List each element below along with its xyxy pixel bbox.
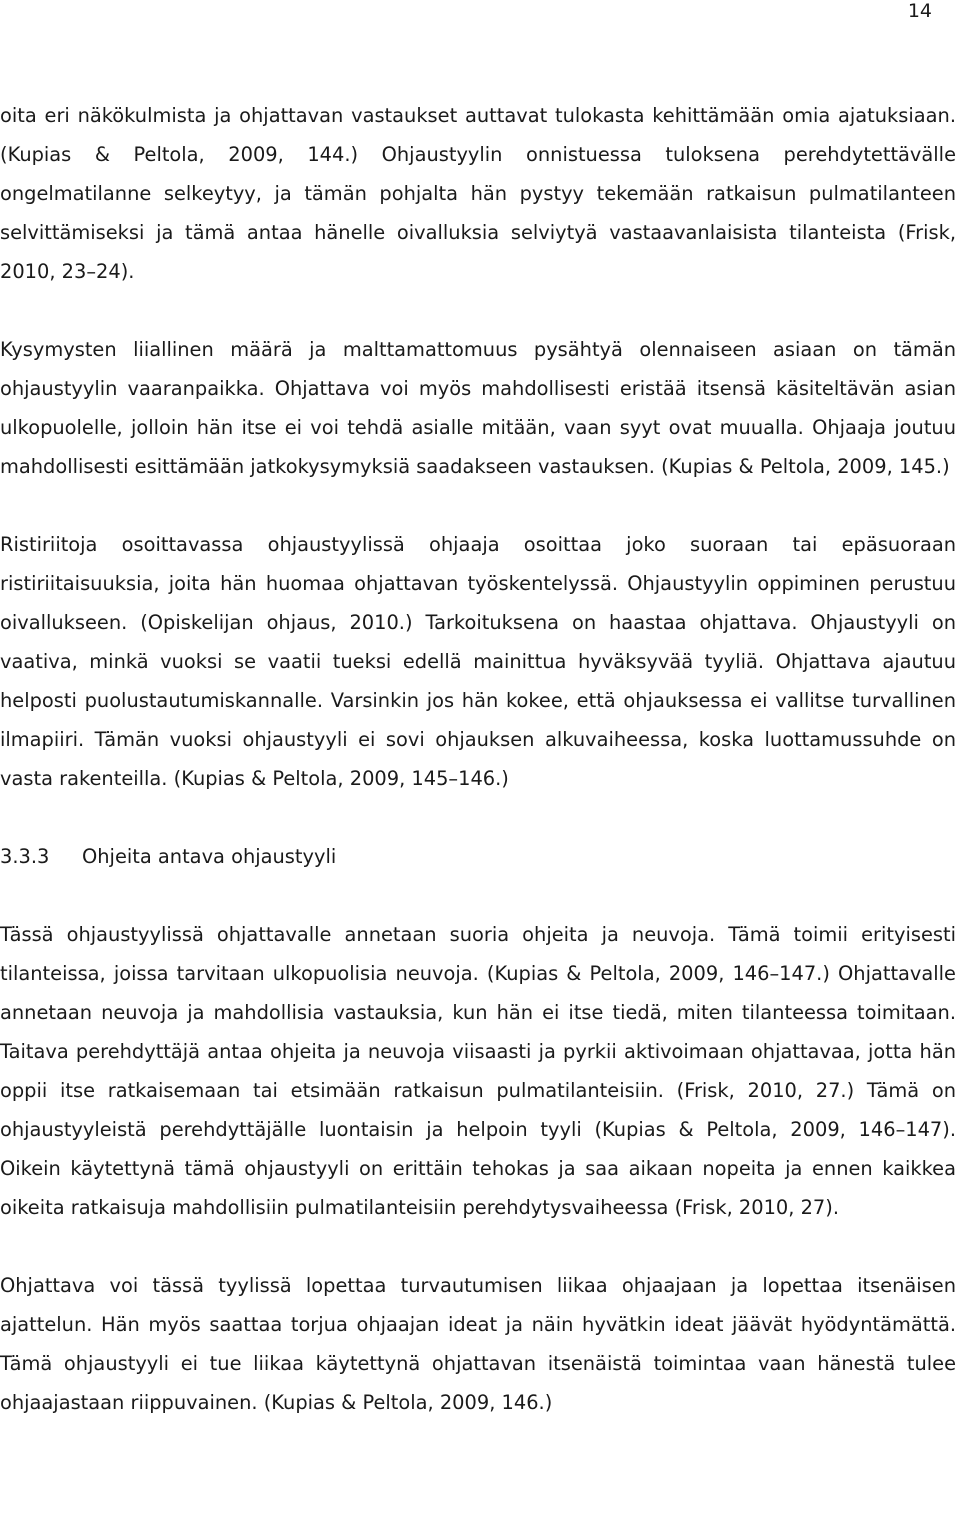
paragraph-gap: [0, 291, 956, 330]
paragraph-1: oita eri näkökulmista ja ohjattavan vastaukset auttavat tulokasta kehittämään omia ajatuksiaan. (Kupias & Peltola, 2009, 144.) Ohjaustyylin onnistuessa tuloksena perehdytettävälle ongelmatilanne selkeytyy, ja tämän pohjalta hän pystyy tekemään ratkaisun pulmatilanteen selvittämiseksi ja tämä antaa hänelle oivalluksia selviytyä vastaavanlaisista tilanteista (Frisk, 2010, 23–24).: [0, 104, 956, 283]
body-text: [0, 96, 956, 1422]
section-number: 3.3.3: [0, 845, 50, 868]
paragraph-gap: [0, 876, 956, 915]
section-heading: [0, 837, 956, 876]
paragraph-2: Kysymysten liiallinen määrä ja malttamattomuus pysähtyä olennaiseen asiaan on tämän ohjaustyylin vaaranpaikka. Ohjattava voi myös mahdollisesti eristää itsensä käsiteltävän asian ulkopuolelle, jolloin hän itse ei voi tehdä asialle mitään, vaan syyt ovat muualla. Ohjaaja joutuu mahdollisesti esittämään jatkokysymyksiä saadakseen vastauksen. (Kupias & Peltola, 2009, 145.): [0, 338, 956, 478]
paragraph-5: Ohjattava voi tässä tyylissä lopettaa turvautumisen liikaa ohjaajaan ja lopettaa itsenäisen ajattelun. Hän myös saattaa torjua ohjaajan ideat ja näin hyvätkin ideat jäävät hyödyntämättä. Tämä ohjaustyyli ei tue liikaa käytettynä ohjattavan itsenäistä toimintaa vaan hänestä tulee ohjaajastaan riippuvainen. (Kupias & Peltola, 2009, 146.): [0, 1274, 956, 1414]
paragraph-3: Ristiriitoja osoittavassa ohjaustyylissä ohjaaja osoittaa joko suoraan tai epäsuoraan ristiriitaisuuksia, joita hän huomaa ohjattavan työskentelyssä. Ohjaustyylin oppiminen perustuu oivallukseen. (Opiskelijan ohjaus, 2010.) Tarkoituksena on haastaa ohjattava. Ohjaustyyli on vaativa, minkä vuoksi se vaatii tueksi edellä mainittua hyväksyvää tyyliä. Ohjattava ajautuu helposti puolustautumiskannalle. Varsinkin jos hän kokee, että ohjauksessa ei vallitse turvallinen ilmapiiri. Tämän vuoksi ohjaustyyli ei sovi ohjauksen alkuvaiheessa, koska luottamussuhde on vasta rakenteilla. (Kupias & Peltola, 2009, 145–146.): [0, 533, 956, 790]
section-title: Ohjeita antava ohjaustyyli: [82, 845, 337, 868]
paragraph-gap: [0, 798, 956, 837]
page-number: 14: [907, 0, 932, 22]
paragraph-gap: [0, 486, 956, 525]
paragraph-gap: [0, 1227, 956, 1266]
paragraph-4: Tässä ohjaustyylissä ohjattavalle annetaan suoria ohjeita ja neuvoja. Tämä toimii erityisesti tilanteissa, joissa tarvitaan ulkopuolisia neuvoja. (Kupias & Peltola, 2009, 146–147.) Ohjattavalle annetaan neuvoja ja mahdollisia vastauksia, kun hän ei itse tiedä, miten tilanteessa toimitaan. Taitava perehdyttäjä antaa ohjeita ja neuvoja viisaasti ja pyrkii aktivoimaan ohjattavaa, jotta hän oppii itse ratkaisemaan tai etsimään ratkaisun pulmatilanteisiin. (Frisk, 2010, 27.) Tämä on ohjaustyyleistä perehdyttäjälle luontaisin ja helpoin tyyli (Kupias & Peltola, 2009, 146–147). Oikein käytettynä tämä ohjaustyyli on erittäin tehokas ja saa aikaan nopeita ja ennen kaikkea oikeita ratkaisuja mahdollisiin pulmatilanteisiin perehdytysvaiheessa (Frisk, 2010, 27).: [0, 923, 956, 1219]
